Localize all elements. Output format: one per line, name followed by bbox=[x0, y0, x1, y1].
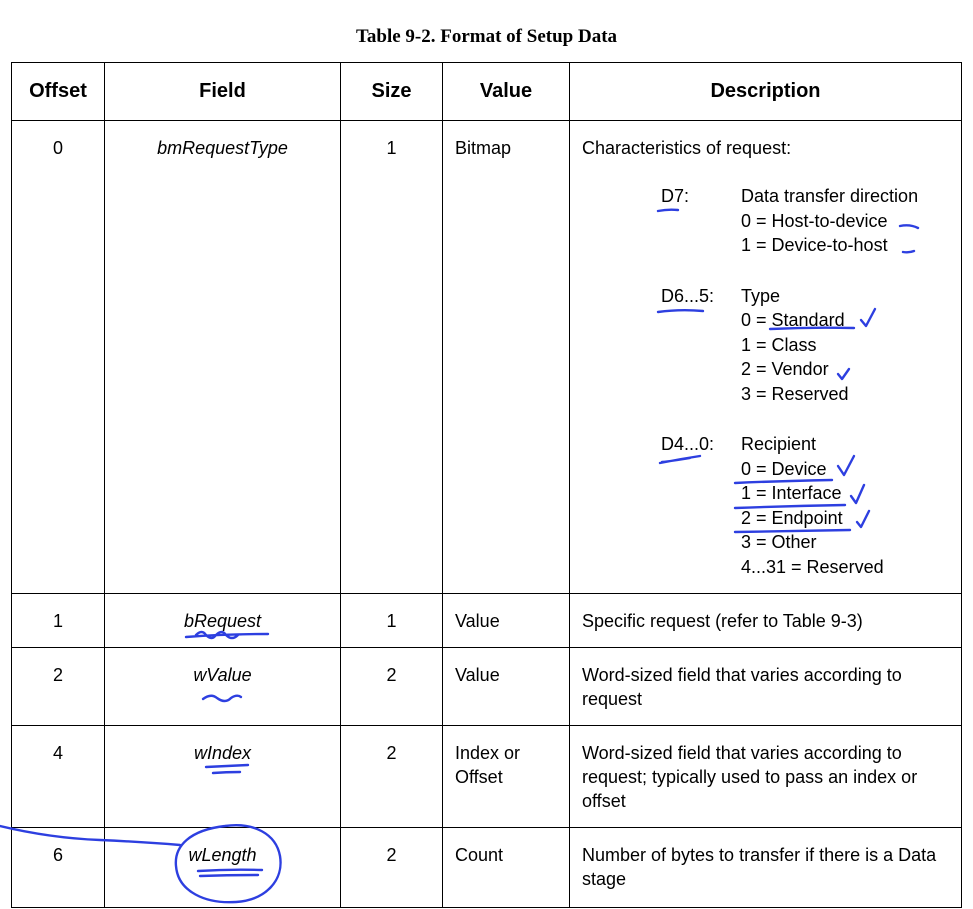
value-cell: Count bbox=[455, 845, 504, 865]
description-cell bbox=[570, 121, 961, 593]
offset-cell: 2 bbox=[52, 665, 63, 685]
setup-data-table bbox=[11, 62, 962, 908]
value-cell: Value bbox=[455, 611, 500, 631]
table-header-row bbox=[12, 63, 962, 121]
table-caption: Table 9-2. Format of Setup Data bbox=[355, 26, 618, 47]
bit-group-d7 bbox=[661, 184, 951, 258]
description-cell: Word-sized field that varies according to request; typically used to pass an index or offset bbox=[582, 743, 918, 811]
value-line: Index or bbox=[455, 743, 521, 763]
bit-item: 3 = Other bbox=[741, 532, 817, 552]
field-cell: bmRequestType bbox=[157, 138, 288, 158]
bit-item: 2 = Vendor bbox=[741, 359, 829, 379]
description-text: Characteristics of request: bbox=[582, 138, 792, 158]
value-cell: Value bbox=[455, 665, 500, 685]
bitmap-list bbox=[582, 184, 951, 579]
offset-cell: 1 bbox=[52, 611, 63, 631]
bit-item: 1 = Device-to-host bbox=[741, 235, 888, 255]
bit-item: 1 = Interface bbox=[741, 483, 842, 503]
header-value: Value bbox=[443, 63, 570, 121]
bit-title: Type bbox=[741, 285, 781, 306]
table-row bbox=[12, 828, 962, 908]
bit-item: 0 = Host-to-device bbox=[741, 210, 888, 231]
header-field: Field bbox=[105, 63, 341, 121]
table-row bbox=[12, 648, 962, 726]
header-description: Description bbox=[570, 63, 962, 121]
description-cell: Specific request (refer to Table 9-3) bbox=[582, 611, 863, 631]
description-cell: Number of bytes to transfer if there is a Data stage bbox=[582, 845, 937, 889]
size-cell: 1 bbox=[386, 138, 397, 158]
bit-item: 0 = Device bbox=[741, 458, 827, 479]
table-row bbox=[12, 121, 962, 594]
header-offset: Offset bbox=[12, 63, 105, 121]
description-cell: Word-sized field that varies according to request bbox=[582, 665, 902, 709]
bit-label: D6...5: bbox=[661, 285, 715, 306]
field-cell: wLength bbox=[188, 845, 257, 865]
bit-group-d4-0 bbox=[661, 432, 951, 579]
bit-group-d6-5 bbox=[661, 284, 951, 407]
bit-title: Data transfer direction bbox=[741, 186, 919, 206]
value-line: Offset bbox=[455, 767, 503, 787]
bit-label: D4...0: bbox=[661, 434, 715, 454]
bit-item: 2 = Endpoint bbox=[741, 507, 843, 528]
table-row bbox=[12, 594, 962, 648]
field-cell: wValue bbox=[193, 665, 252, 685]
size-cell: 2 bbox=[386, 743, 397, 763]
table-row bbox=[12, 726, 962, 828]
offset-cell: 0 bbox=[52, 138, 63, 158]
bit-item: 4...31 = Reserved bbox=[741, 556, 884, 577]
size-cell: 1 bbox=[386, 611, 397, 631]
value-cell bbox=[443, 726, 569, 799]
bit-item: 0 = Standard bbox=[741, 310, 845, 330]
offset-cell: 6 bbox=[52, 845, 63, 865]
field-cell: wIndex bbox=[193, 743, 252, 763]
bit-item: 3 = Reserved bbox=[741, 383, 849, 404]
size-cell: 2 bbox=[386, 845, 397, 865]
field-cell: bRequest bbox=[183, 611, 262, 631]
bit-item: 1 = Class bbox=[741, 334, 817, 355]
value-cell: Bitmap bbox=[455, 138, 512, 158]
header-size: Size bbox=[341, 63, 443, 121]
bit-label: D7: bbox=[661, 186, 690, 206]
size-cell: 2 bbox=[386, 665, 397, 685]
bit-title: Recipient bbox=[741, 434, 817, 454]
offset-cell: 4 bbox=[52, 743, 63, 763]
